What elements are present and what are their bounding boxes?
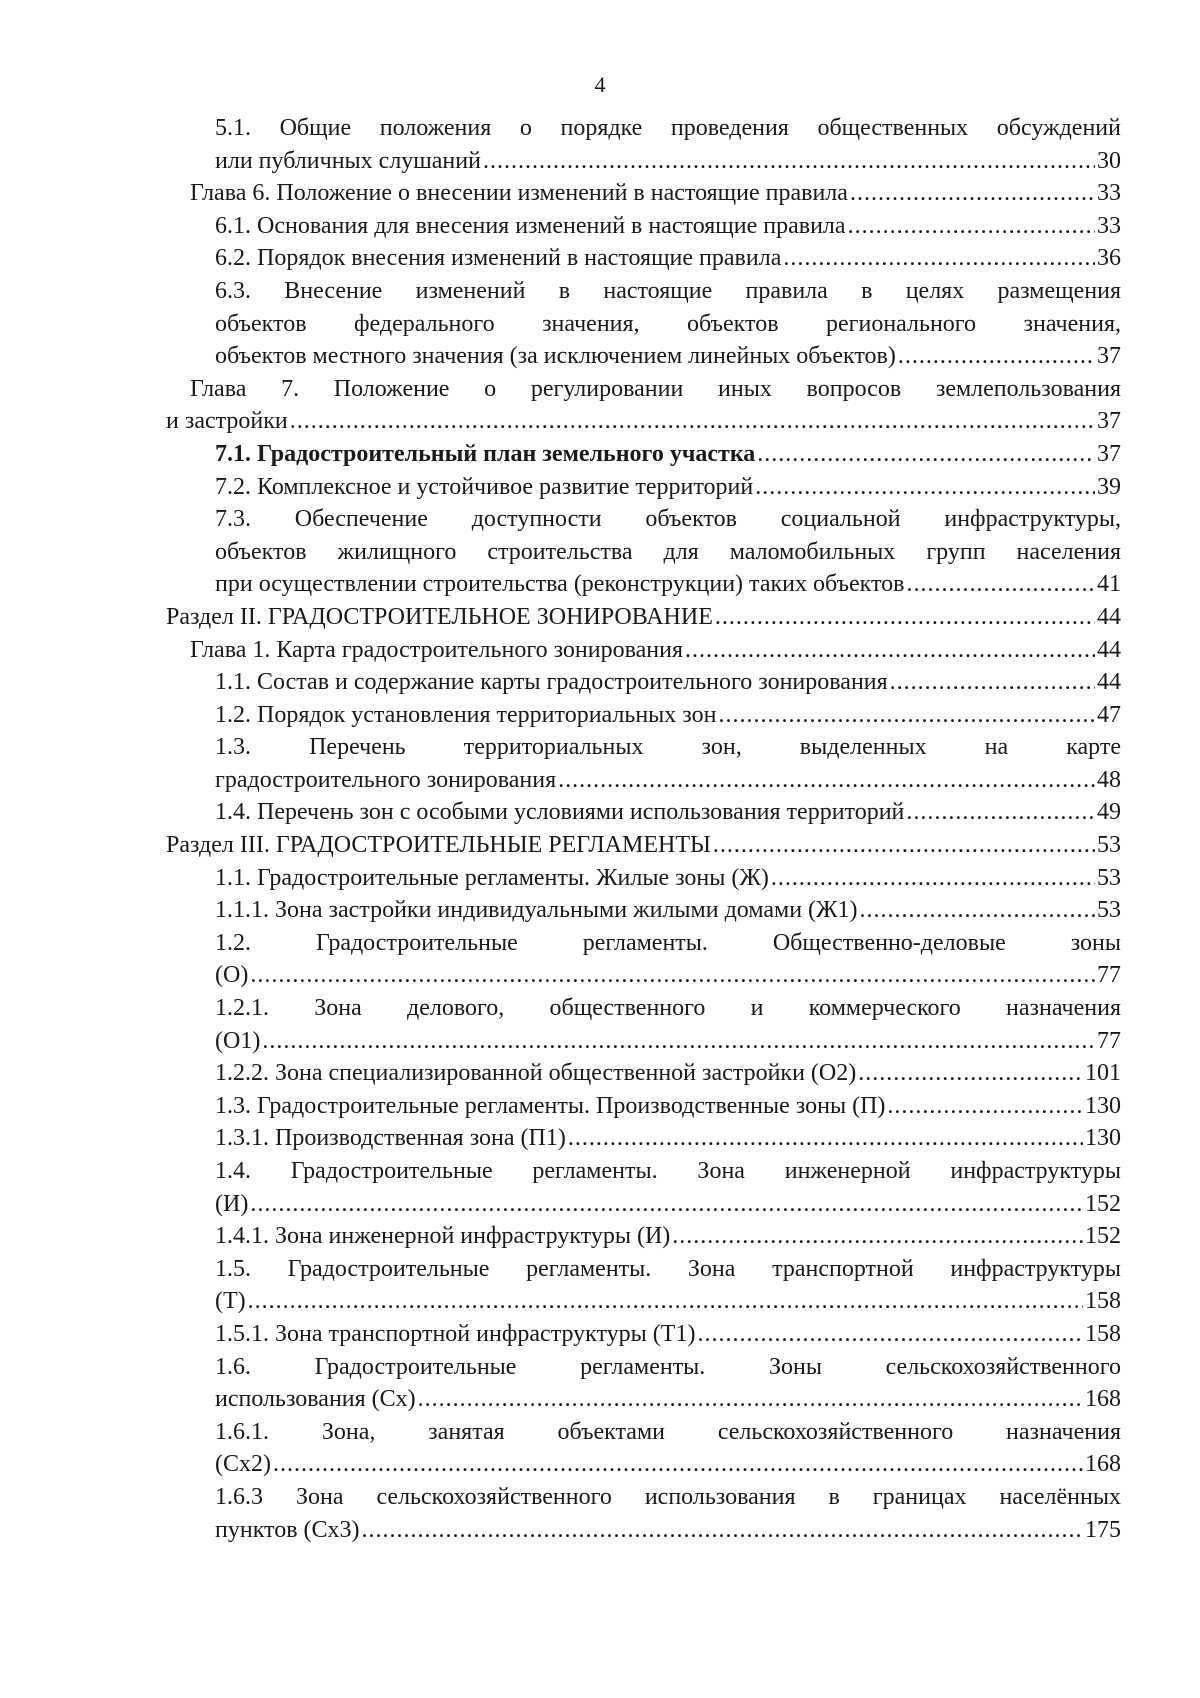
toc-page-number: 39 <box>1097 473 1121 500</box>
toc-page-number: 37 <box>1097 440 1121 467</box>
toc-page-number: 53 <box>1097 832 1121 859</box>
dot-leader <box>362 1514 1083 1547</box>
toc-entry-last-line <box>215 699 1121 732</box>
toc-entry-title: 6.1. Основания для внесения изменений в настоящие правила <box>215 212 846 239</box>
toc-entry <box>215 1253 1121 1318</box>
toc-entry-last-line <box>215 242 1121 275</box>
toc-entry-last-line <box>215 666 1121 699</box>
toc-entry <box>215 1416 1121 1481</box>
toc-entry-line: 6.3. Внесение изменений в настоящие правила в целях размещения <box>215 277 1121 304</box>
toc-page-number: 168 <box>1085 1386 1121 1413</box>
toc-entry-title: Глава 6. Положение о внесении изменений в настоящие правила <box>190 180 848 207</box>
toc-entry-title: (Сх2) <box>215 1451 271 1478</box>
toc-entry-title: 7.2. Комплексное и устойчивое развитие территорий <box>215 473 754 500</box>
toc-entry-title: (И) <box>215 1190 249 1217</box>
table-of-contents <box>0 112 1200 1546</box>
dot-leader <box>860 894 1095 927</box>
toc-entry-line: 1.6. Градостроительные регламенты. Зоны сельскохозяйственного <box>215 1353 1121 1380</box>
toc-entry <box>215 1351 1121 1416</box>
toc-entry <box>215 1155 1121 1220</box>
toc-entry-title: 1.2. Порядок установления территориальных зон <box>215 701 717 728</box>
dot-leader <box>262 1025 1095 1058</box>
toc-entry-line: 1.6.3 Зона сельскохозяйственного использования в границах населённых <box>215 1483 1121 1510</box>
toc-entry-title: 6.2. Порядок внесения изменений в настоящие правила <box>215 245 782 272</box>
toc-entry-title: 1.3. Градостроительные регламенты. Производственные зоны (П) <box>215 1092 886 1119</box>
toc-page-number: 48 <box>1097 766 1121 793</box>
toc-entry-last-line <box>215 1057 1121 1090</box>
toc-entry-title: (О) <box>215 962 249 989</box>
toc-entry-last-line <box>215 894 1121 927</box>
toc-entry-last-line <box>190 634 1121 667</box>
dot-leader <box>558 764 1095 797</box>
toc-entry-last-line <box>215 568 1121 601</box>
toc-entry <box>190 177 1121 210</box>
toc-entry-title: и застройки <box>166 408 288 435</box>
toc-entry-line: Глава 7. Положение о регулировании иных вопросов землепользования <box>190 375 1121 402</box>
dot-leader <box>248 1285 1083 1318</box>
toc-entry-last-line <box>215 471 1121 504</box>
toc-page-number: 53 <box>1097 864 1121 891</box>
toc-entry <box>166 829 1121 862</box>
toc-entry <box>215 242 1121 275</box>
toc-entry <box>215 1122 1121 1155</box>
toc-entry <box>215 666 1121 699</box>
toc-entry-last-line <box>215 1220 1121 1253</box>
toc-page-number: 49 <box>1097 799 1121 826</box>
toc-entry-line: 1.2.1. Зона делового, общественного и коммерческого назначения <box>215 995 1121 1022</box>
toc-page-number: 37 <box>1097 343 1121 370</box>
toc-entry-title: объектов местного значения (за исключением линейных объектов) <box>215 343 896 370</box>
dot-leader <box>907 568 1095 601</box>
toc-entry-title: 1.4. Перечень зон с особыми условиями использования территорий <box>215 799 905 826</box>
toc-entry-line: 1.3. Перечень территориальных зон, выделенных на карте <box>215 734 1121 761</box>
toc-entry-last-line <box>215 145 1121 178</box>
toc-entry-title: 7.1. Градостроительный план земельного участка <box>215 440 756 467</box>
toc-page-number: 44 <box>1097 636 1121 663</box>
toc-entry-title: использования (Сх) <box>215 1386 416 1413</box>
toc-entry <box>215 894 1121 927</box>
toc-entry-line: 1.5. Градостроительные регламенты. Зона транспортной инфраструктуры <box>215 1255 1121 1282</box>
dot-leader <box>697 1318 1083 1351</box>
toc-entry <box>215 112 1121 177</box>
toc-page-number: 53 <box>1097 897 1121 924</box>
toc-entry <box>166 373 1121 438</box>
toc-page-number: 30 <box>1097 147 1121 174</box>
toc-page-number: 47 <box>1097 701 1121 728</box>
toc-entry <box>215 862 1121 895</box>
page-number: 4 <box>594 72 606 97</box>
toc-entry-title: (Т) <box>215 1288 246 1315</box>
toc-entry-last-line <box>215 1025 1121 1058</box>
dot-leader <box>890 666 1095 699</box>
toc-entry-title: 1.1. Состав и содержание карты градостроительного зонирования <box>215 669 888 696</box>
dot-leader <box>250 1188 1083 1221</box>
dot-leader <box>771 862 1095 895</box>
dot-leader <box>273 1448 1083 1481</box>
toc-page-number: 36 <box>1097 245 1121 272</box>
toc-page-number: 175 <box>1085 1516 1121 1543</box>
toc-page-number: 158 <box>1085 1320 1121 1347</box>
toc-entry-title: при осуществлении строительства (реконструкции) таких объектов <box>215 571 905 598</box>
toc-entry <box>215 796 1121 829</box>
dot-leader <box>757 438 1095 471</box>
toc-entry-last-line <box>215 1383 1121 1416</box>
toc-page-number: 41 <box>1097 571 1121 598</box>
toc-entry <box>215 1318 1121 1351</box>
toc-entry <box>190 634 1121 667</box>
dot-leader <box>672 1220 1083 1253</box>
toc-entry-last-line <box>215 1090 1121 1123</box>
toc-entry <box>166 601 1121 634</box>
toc-entry-last-line <box>166 601 1121 634</box>
toc-entry <box>215 699 1121 732</box>
toc-entry-title: Раздел II. ГРАДОСТРОИТЕЛЬНОЕ ЗОНИРОВАНИЕ <box>166 603 713 630</box>
toc-entry-last-line <box>215 1122 1121 1155</box>
toc-page-number: 77 <box>1097 962 1121 989</box>
toc-page-number: 130 <box>1085 1092 1121 1119</box>
toc-entry-line: 1.2. Градостроительные регламенты. Общественно-деловые зоны <box>215 929 1121 956</box>
toc-entry <box>215 275 1121 373</box>
dot-leader <box>713 829 1095 862</box>
toc-entry <box>215 731 1121 796</box>
toc-entry-last-line <box>215 764 1121 797</box>
toc-entry <box>215 503 1121 601</box>
dot-leader <box>250 959 1095 992</box>
toc-entry <box>215 1057 1121 1090</box>
toc-entry-line: 1.4. Градостроительные регламенты. Зона инженерной инфраструктуры <box>215 1158 1121 1184</box>
dot-leader <box>887 1090 1083 1123</box>
toc-entry-last-line <box>215 959 1121 992</box>
toc-page-number: 44 <box>1097 603 1121 630</box>
toc-entry-last-line <box>166 405 1121 438</box>
toc-entry-line: объектов жилищного строительства для маломобильных групп населения <box>215 538 1121 565</box>
toc-entry <box>215 1481 1121 1546</box>
toc-entry-line: объектов федерального значения, объектов регионального значения, <box>215 310 1121 337</box>
toc-entry-last-line <box>166 829 1121 862</box>
dot-leader <box>755 471 1095 504</box>
toc-entry-last-line <box>215 1318 1121 1351</box>
dot-leader <box>898 340 1095 373</box>
toc-entry <box>215 471 1121 504</box>
toc-page-number: 152 <box>1085 1190 1121 1217</box>
toc-entry-last-line <box>190 177 1121 210</box>
toc-page-number: 44 <box>1097 669 1121 696</box>
dot-leader <box>290 405 1095 438</box>
toc-page-number: 158 <box>1085 1288 1121 1315</box>
toc-entry-last-line <box>215 862 1121 895</box>
toc-entry-line: 5.1. Общие положения о порядке проведения общественных обсуждений <box>215 115 1121 141</box>
dot-leader <box>718 699 1095 732</box>
dot-leader <box>483 145 1095 178</box>
toc-entry-title: 1.4.1. Зона инженерной инфраструктуры (И) <box>215 1223 671 1250</box>
toc-entry-last-line <box>215 796 1121 829</box>
dot-leader <box>850 177 1095 210</box>
toc-entry <box>215 1220 1121 1253</box>
toc-page-number: 130 <box>1085 1125 1121 1152</box>
toc-entry-last-line <box>215 1188 1121 1221</box>
toc-entry-title: 1.3.1. Производственная зона (П1) <box>215 1125 566 1152</box>
toc-entry <box>215 438 1121 471</box>
toc-entry <box>215 1090 1121 1123</box>
toc-page-number: 37 <box>1097 408 1121 435</box>
dot-leader <box>715 601 1095 634</box>
toc-entry-title: Раздел III. ГРАДОСТРОИТЕЛЬНЫЕ РЕГЛАМЕНТЫ <box>166 832 711 859</box>
toc-entry-line: 1.6.1. Зона, занятая объектами сельскохозяйственного назначения <box>215 1418 1121 1445</box>
toc-entry-title: (О1) <box>215 1027 261 1054</box>
toc-page-number: 152 <box>1085 1223 1121 1250</box>
toc-entry-title: 1.5.1. Зона транспортной инфраструктуры (Т1) <box>215 1320 696 1347</box>
toc-entry-title: градостроительного зонирования <box>215 766 557 793</box>
toc-entry-last-line <box>215 1448 1121 1481</box>
dot-leader <box>418 1383 1083 1416</box>
dot-leader <box>848 210 1095 243</box>
toc-entry-last-line <box>215 1285 1121 1318</box>
dot-leader <box>568 1122 1083 1155</box>
toc-entry-title: 1.2.2. Зона специализированной общественной застройки (О2) <box>215 1060 857 1087</box>
dot-leader <box>906 796 1095 829</box>
toc-entry-title: 1.1. Градостроительные регламенты. Жилые зоны (Ж) <box>215 864 769 891</box>
toc-entry <box>215 210 1121 243</box>
toc-page-number: 33 <box>1097 212 1121 239</box>
toc-entry-title: 1.1.1. Зона застройки индивидуальными жилыми домами (Ж1) <box>215 897 858 924</box>
toc-entry <box>215 992 1121 1057</box>
toc-entry-last-line <box>215 340 1121 373</box>
toc-page-number: 33 <box>1097 180 1121 207</box>
toc-entry-last-line <box>215 210 1121 243</box>
dot-leader <box>858 1057 1083 1090</box>
toc-page-number: 168 <box>1085 1451 1121 1478</box>
toc-entry-title: Глава 1. Карта градостроительного зонирования <box>190 636 683 663</box>
toc-entry-last-line <box>215 438 1121 471</box>
toc-entry-title: пунктов (Сх3) <box>215 1516 360 1543</box>
toc-entry-last-line <box>215 1514 1121 1547</box>
toc-page-number: 101 <box>1085 1060 1121 1087</box>
toc-entry-line: 7.3. Обеспечение доступности объектов социальной инфраструктуры, <box>215 506 1121 533</box>
dot-leader <box>685 634 1095 667</box>
dot-leader <box>783 242 1095 275</box>
toc-page-number: 77 <box>1097 1027 1121 1054</box>
toc-entry-title: или публичных слушаний <box>215 147 481 174</box>
toc-entry <box>215 927 1121 992</box>
